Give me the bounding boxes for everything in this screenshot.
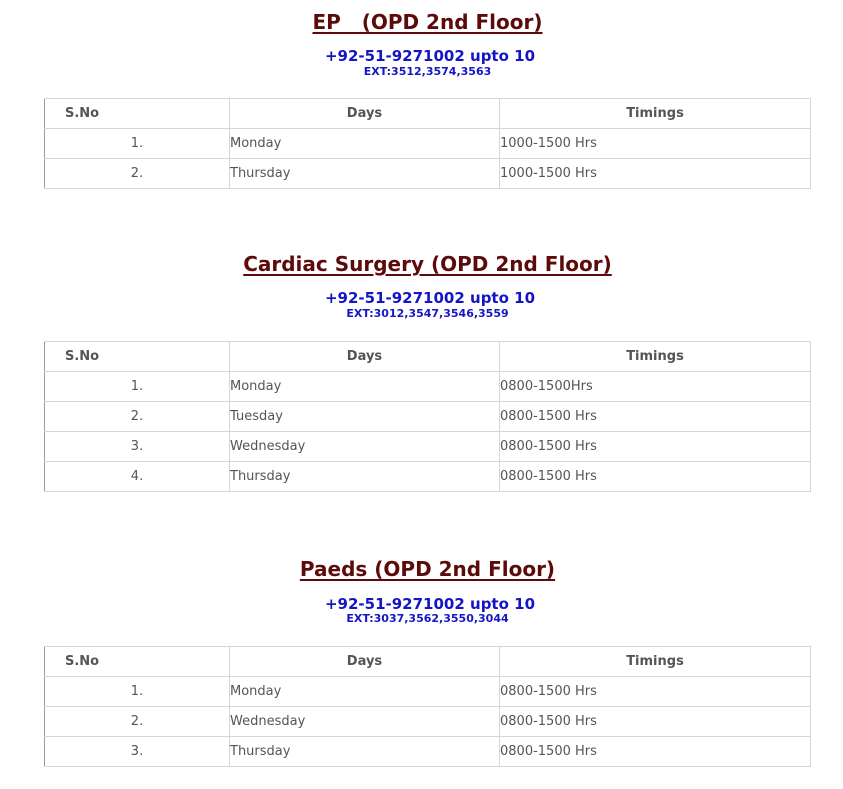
cell-sno: 1. [45,677,230,707]
cell-day: Thursday [230,462,500,492]
table-row [45,462,811,492]
cell-sno: 1. [45,129,230,159]
cell-day: Monday [230,129,500,159]
header-sno: S.No [45,647,230,677]
cell-time: 0800-1500Hrs [500,372,811,402]
phone-number: +92-51-9271002 upto 10 [324,47,536,65]
cell-day: Wednesday [230,707,500,737]
cell-sno: 3. [45,737,230,767]
cell-day: Monday [230,677,500,707]
table-row [45,372,811,402]
table-row [45,737,811,767]
table-header-row [45,99,811,129]
cell-day: Tuesday [230,402,500,432]
cell-time: 1000-1500 Hrs [500,129,811,159]
cell-day: Wednesday [230,432,500,462]
extension-numbers: EXT:3512,3574,3563 [363,65,492,78]
phone-number: +92-51-9271002 upto 10 [324,289,536,307]
cell-time: 0800-1500 Hrs [500,462,811,492]
header-sno: S.No [45,342,230,372]
extension-numbers: EXT:3037,3562,3550,3044 [346,612,509,625]
cell-sno: 2. [45,159,230,189]
table-row [45,159,811,189]
header-timings: Timings [500,99,811,129]
cell-time: 0800-1500 Hrs [500,737,811,767]
section-title: Paeds (OPD 2nd Floor) [299,557,556,581]
phone-number: +92-51-9271002 upto 10 [324,595,536,613]
table-row [45,432,811,462]
table-row [45,707,811,737]
cell-day: Monday [230,372,500,402]
cell-sno: 2. [45,707,230,737]
cell-time: 0800-1500 Hrs [500,402,811,432]
header-timings: Timings [500,647,811,677]
cell-sno: 2. [45,402,230,432]
timings-table [44,98,811,189]
timings-table [44,646,811,767]
cell-day: Thursday [230,737,500,767]
timings-table [44,341,811,492]
cell-sno: 3. [45,432,230,462]
table-header-row [45,647,811,677]
table-row [45,402,811,432]
cell-time: 0800-1500 Hrs [500,677,811,707]
cell-time: 1000-1500 Hrs [500,159,811,189]
cell-sno: 4. [45,462,230,492]
table-row [45,129,811,159]
section-title: EP (OPD 2nd Floor) [312,10,543,34]
cell-time: 0800-1500 Hrs [500,432,811,462]
table-row [45,677,811,707]
cell-time: 0800-1500 Hrs [500,707,811,737]
header-days: Days [230,647,500,677]
header-days: Days [230,99,500,129]
cell-day: Thursday [230,159,500,189]
section-title: Cardiac Surgery (OPD 2nd Floor) [243,252,612,276]
header-sno: S.No [45,99,230,129]
extension-numbers: EXT:3012,3547,3546,3559 [346,307,509,320]
table-header-row [45,342,811,372]
header-days: Days [230,342,500,372]
header-timings: Timings [500,342,811,372]
cell-sno: 1. [45,372,230,402]
